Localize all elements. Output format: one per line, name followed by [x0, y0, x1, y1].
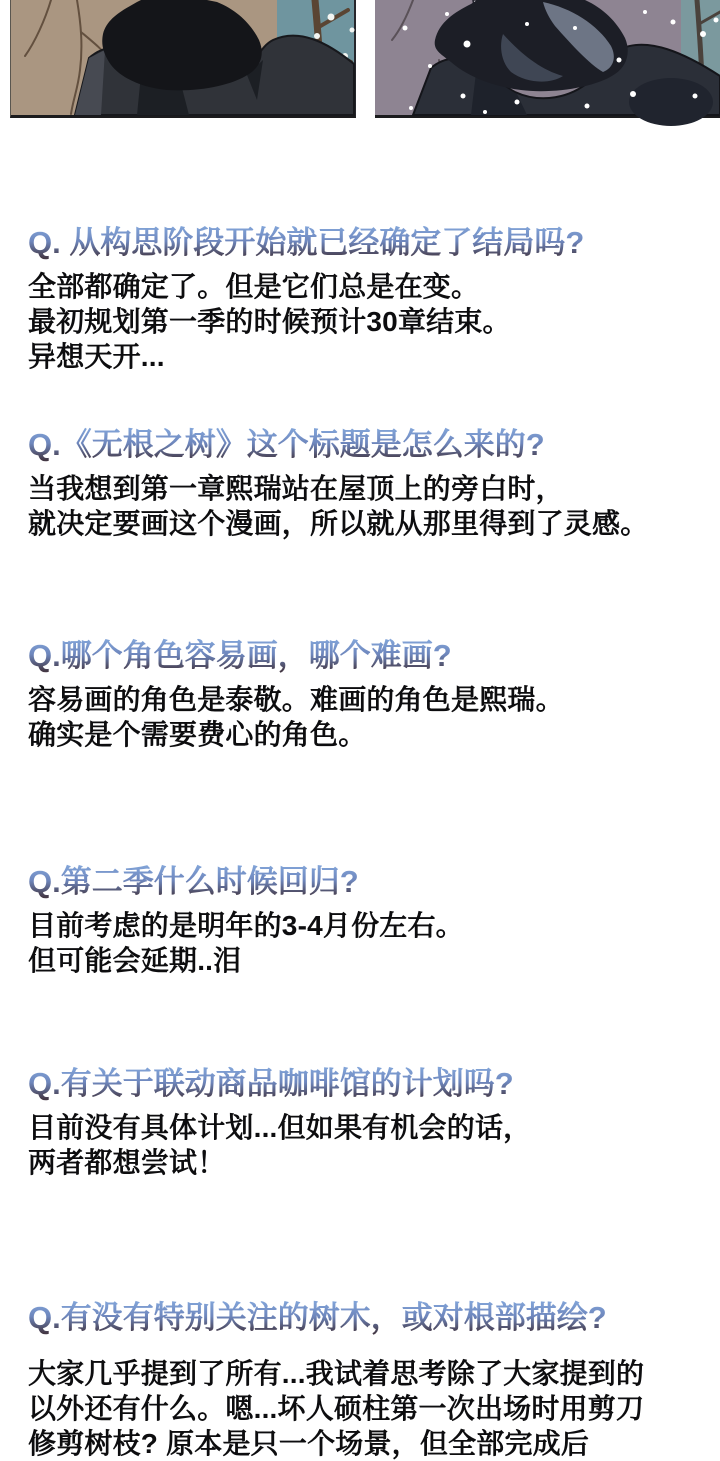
answer-line: 确实是个需要费心的角色。 — [28, 719, 367, 750]
question-heading: Q. 从构思阶段开始就已经确定了结局吗? — [28, 225, 585, 260]
comic-panel-right-art — [375, 0, 720, 115]
qa-section-trees — [28, 1300, 704, 1461]
answer-line: 最初规划第一季的时候预计30章结束。 — [28, 306, 511, 337]
answer-line: 但可能会延期..泪 — [28, 945, 242, 976]
answer-line: 两者都想尝试！ — [28, 1147, 226, 1178]
qa-section-characters — [28, 638, 704, 752]
answer-line: 修剪树枝? 原本是只一个场景，但全部完成后 — [28, 1428, 590, 1459]
question-heading: Q.哪个角色容易画，哪个难画? — [28, 638, 452, 673]
qa-section-merch — [28, 1066, 704, 1180]
question-heading: Q.有关于联动商品咖啡馆的计划吗? — [28, 1066, 514, 1101]
answer-line: 大家几乎提到了所有...我试着思考除了大家提到的 — [28, 1358, 645, 1389]
comic-panel-left — [10, 0, 356, 118]
answer-line: 容易画的角色是泰敬。难画的角色是熙瑞。 — [28, 684, 564, 715]
answer-line: 目前考虑的是明年的3-4月份左右。 — [28, 910, 464, 941]
comic-panel-left-art — [11, 0, 354, 115]
question-heading: Q.第二季什么时候回归? — [28, 864, 359, 899]
question-heading: Q.有没有特别关注的树木，或对根部描绘? — [28, 1300, 607, 1335]
coat-shadow — [629, 78, 713, 126]
answer-line: 全部都确定了。但是它们总是在变。 — [28, 271, 480, 302]
qa-section-season2 — [28, 864, 704, 978]
answer-line: 以外还有什么。嗯...坏人硕柱第一次出场时用剪刀 — [28, 1393, 645, 1424]
qa-section-ending — [28, 225, 704, 374]
answer-line: 目前没有具体计划...但如果有机会的话， — [28, 1112, 532, 1143]
qa-section-title-origin — [28, 427, 704, 541]
answer-line: 就决定要画这个漫画，所以就从那里得到了灵感。 — [28, 508, 649, 539]
answer-line: 异想天开... — [28, 341, 165, 372]
question-heading: Q.《无根之树》这个标题是怎么来的? — [28, 427, 545, 462]
comic-panel-right — [375, 0, 720, 118]
answer-line: 当我想到第一章熙瑞站在屋顶上的旁白时， — [28, 473, 564, 504]
